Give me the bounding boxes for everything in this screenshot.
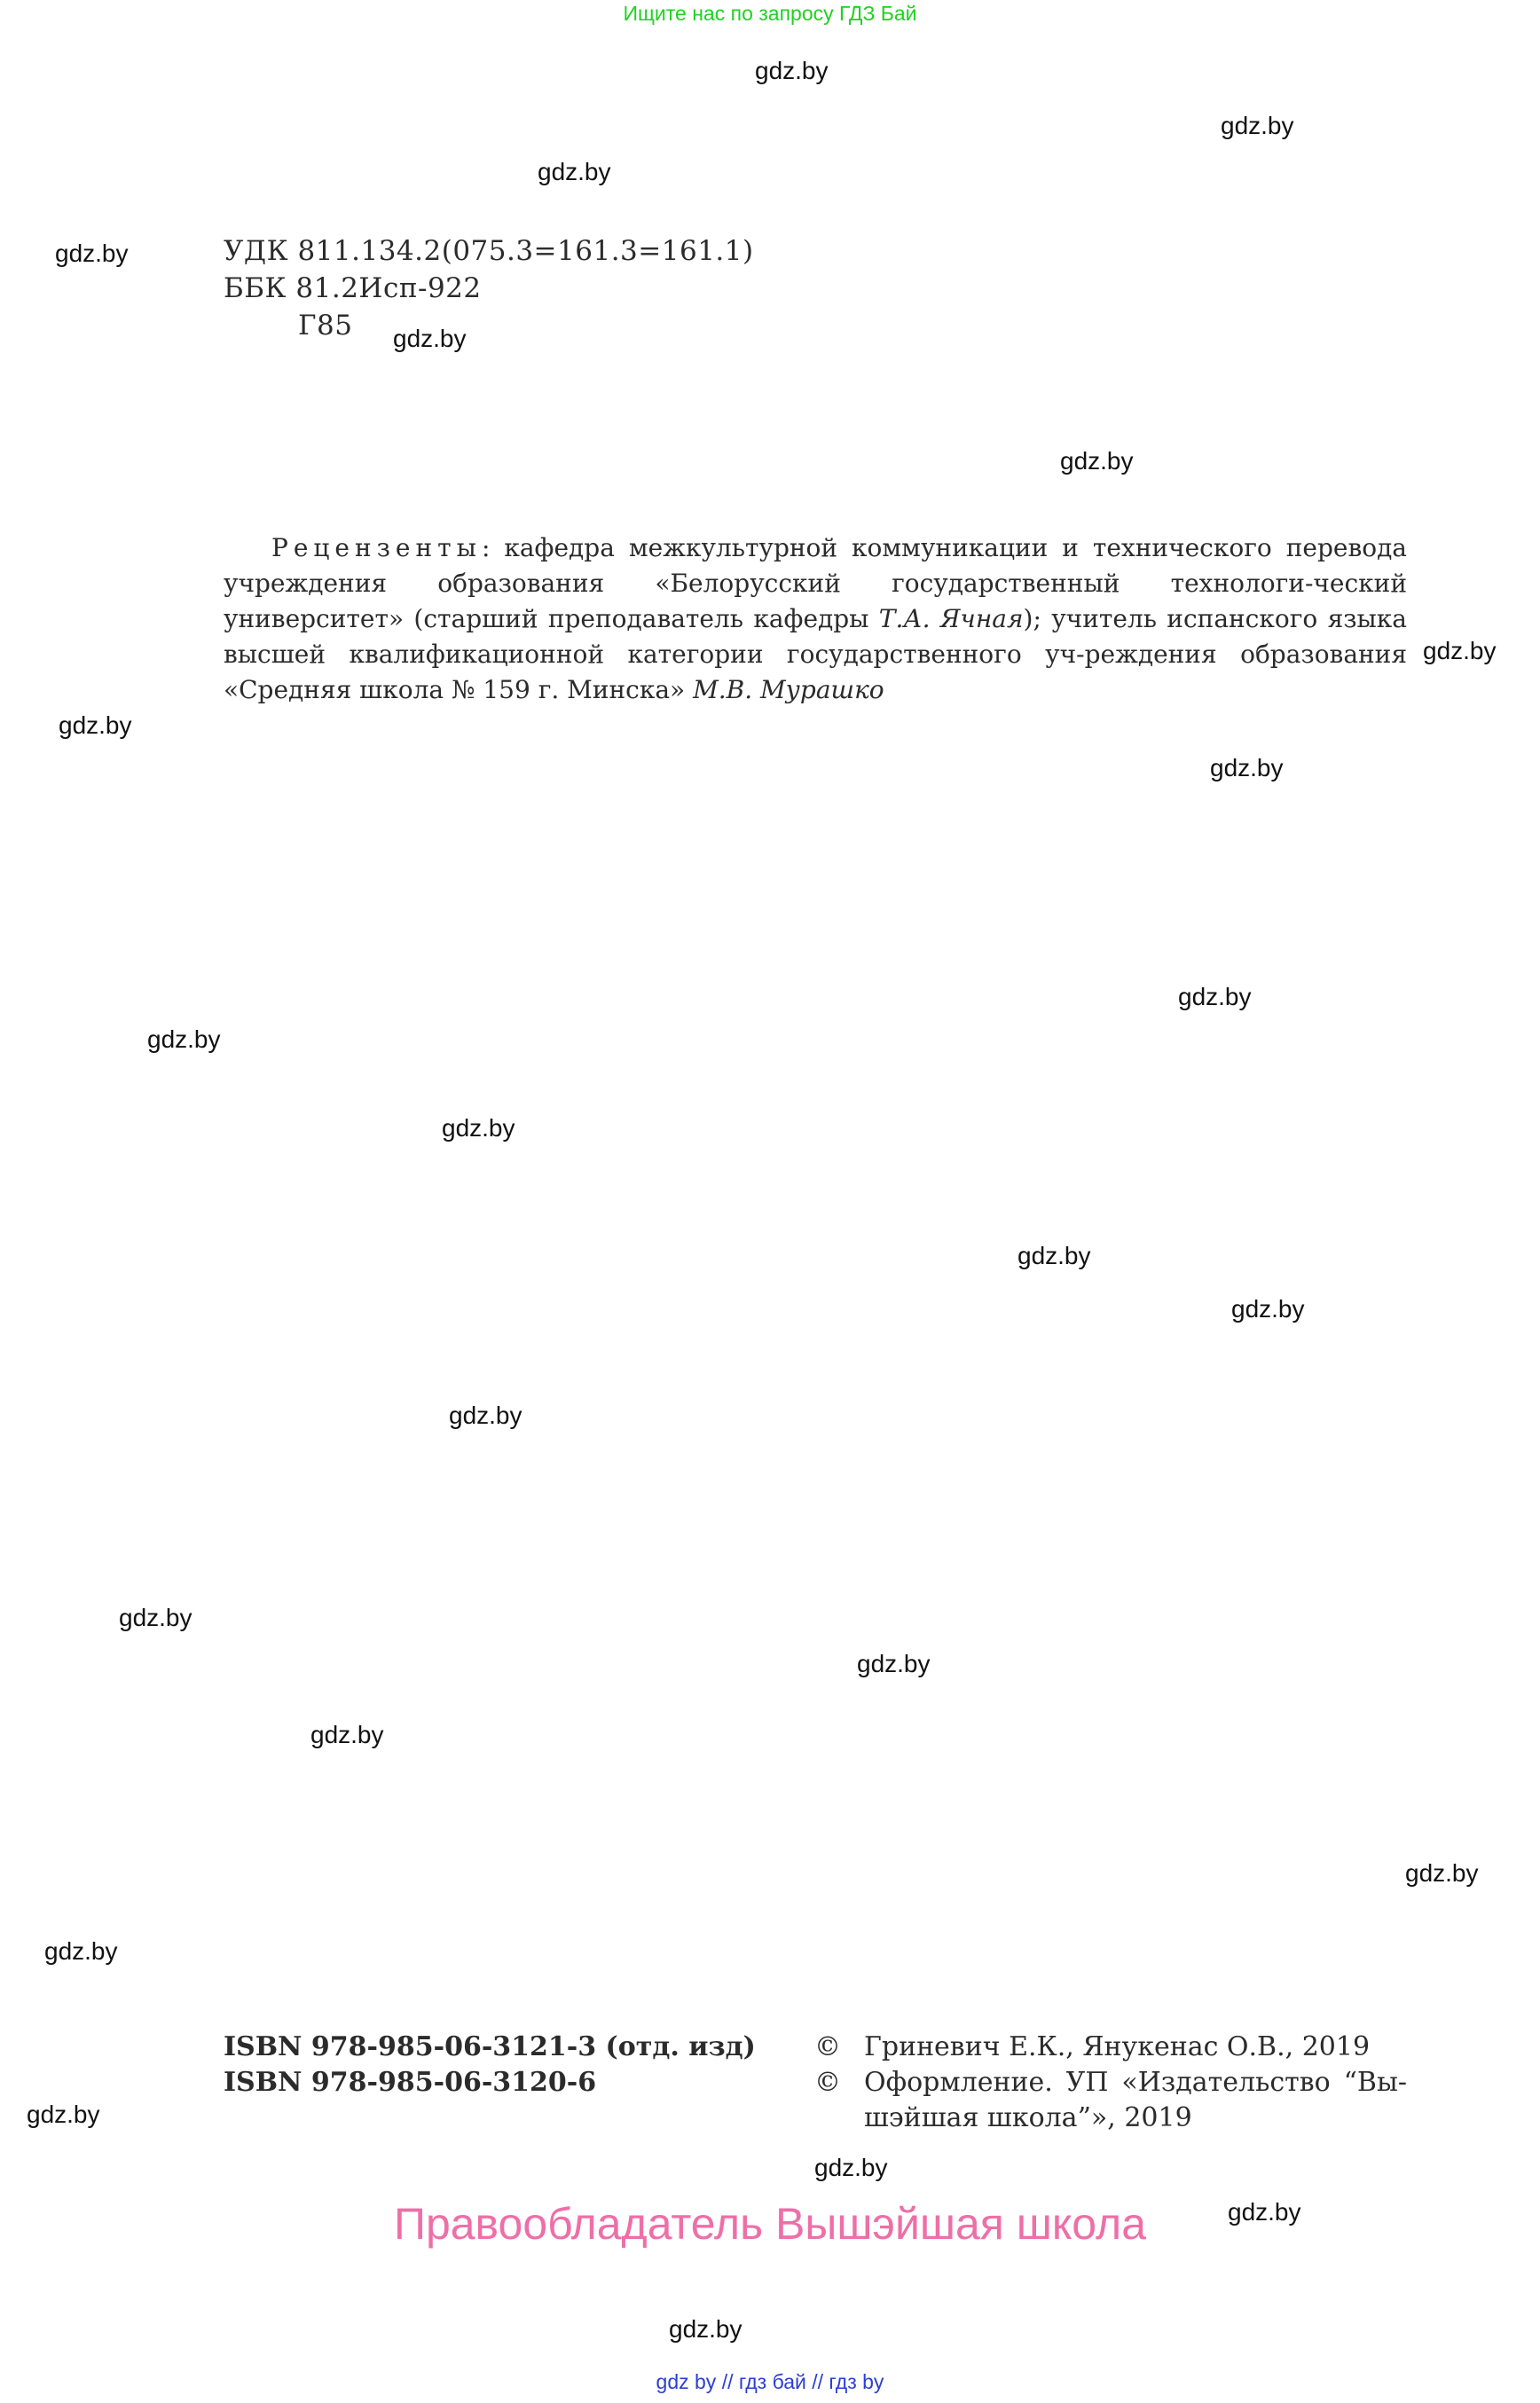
watermark-text: gdz.by <box>119 1604 192 1631</box>
catalog-block <box>224 232 754 344</box>
watermark-text: gdz.by <box>538 158 611 185</box>
reviewers-paragraph <box>224 530 1407 708</box>
watermark-text: gdz.by <box>1221 112 1294 139</box>
top-banner: Ищите нас по запросу ГДЗ Бай <box>623 2 917 25</box>
watermark-text: gdz.by <box>310 1721 384 1748</box>
author-mark: Г85 <box>298 310 353 342</box>
watermark-text: gdz.by <box>1178 983 1252 1010</box>
reviewer-name-1: Т.А. Ячная <box>878 604 1024 633</box>
copyright-icon: © <box>814 2031 841 2062</box>
watermark-text: gdz.by <box>55 240 129 267</box>
bbk-code: ББК 81.2Исп-922 <box>224 272 482 304</box>
watermark-text: gdz.by <box>669 2315 742 2343</box>
copyright-text: Гриневич Е.К., Янукенас О.В., 2019 <box>864 2031 1371 2062</box>
isbn-line: ISBN 978-985-06-3120-6 <box>224 2067 597 2098</box>
reviewer-name-2: М.В. Мурашко <box>693 675 884 704</box>
copyright-icon: © <box>814 2067 841 2098</box>
rights-holder-notice: Правообладатель Вышэйшая школа <box>394 2199 1146 2249</box>
reviewers-heading: Рецензенты <box>271 533 482 562</box>
watermark-text: gdz.by <box>449 1402 522 1429</box>
reviewers-text-part2: ); учитель испанского языка высшей квалификационной категории государственного уч-реждения образования «Средняя школа № 159 г. Минска» <box>224 604 1407 704</box>
reviewers-text-part1: : кафедра межкультурной коммуникации и технического перевода учреждения образования «Белорусский государственный технологи-ческий университет» (старший преподаватель кафедры <box>224 533 1407 633</box>
copyright-block <box>814 2030 1407 2136</box>
watermark-text: gdz.by <box>1231 1295 1305 1323</box>
copyright-text: Оформление. УП «Издательство “Вы-шэйшая школа”», 2019 <box>864 2067 1407 2133</box>
watermark-text: gdz.by <box>59 711 132 739</box>
watermark-text: gdz.by <box>442 1114 515 1142</box>
watermark-text: gdz.by <box>1228 2198 1301 2226</box>
footer-links[interactable]: gdz by // гдз бай // гдз by <box>656 2370 884 2393</box>
copyright-row <box>814 2065 1407 2136</box>
copyright-row <box>814 2030 1407 2065</box>
watermark-text: gdz.by <box>393 325 467 352</box>
isbn-block <box>224 2030 756 2101</box>
watermark-text: gdz.by <box>1060 447 1134 475</box>
isbn-line: ISBN 978-985-06-3121-3 (отд. изд) <box>224 2031 756 2062</box>
watermark-text: gdz.by <box>44 1937 118 1965</box>
watermark-text: gdz.by <box>814 2154 888 2181</box>
watermark-text: gdz.by <box>755 57 829 84</box>
watermark-text: gdz.by <box>27 2101 100 2128</box>
watermark-text: gdz.by <box>1018 1242 1091 1269</box>
watermark-text: gdz.by <box>1423 637 1497 664</box>
watermark-text: gdz.by <box>857 1650 931 1677</box>
watermark-text: gdz.by <box>1405 1859 1479 1887</box>
watermark-text: gdz.by <box>1210 754 1284 781</box>
watermark-text: gdz.by <box>147 1025 221 1053</box>
udk-code: УДК 811.134.2(075.3=161.3=161.1) <box>224 235 754 267</box>
